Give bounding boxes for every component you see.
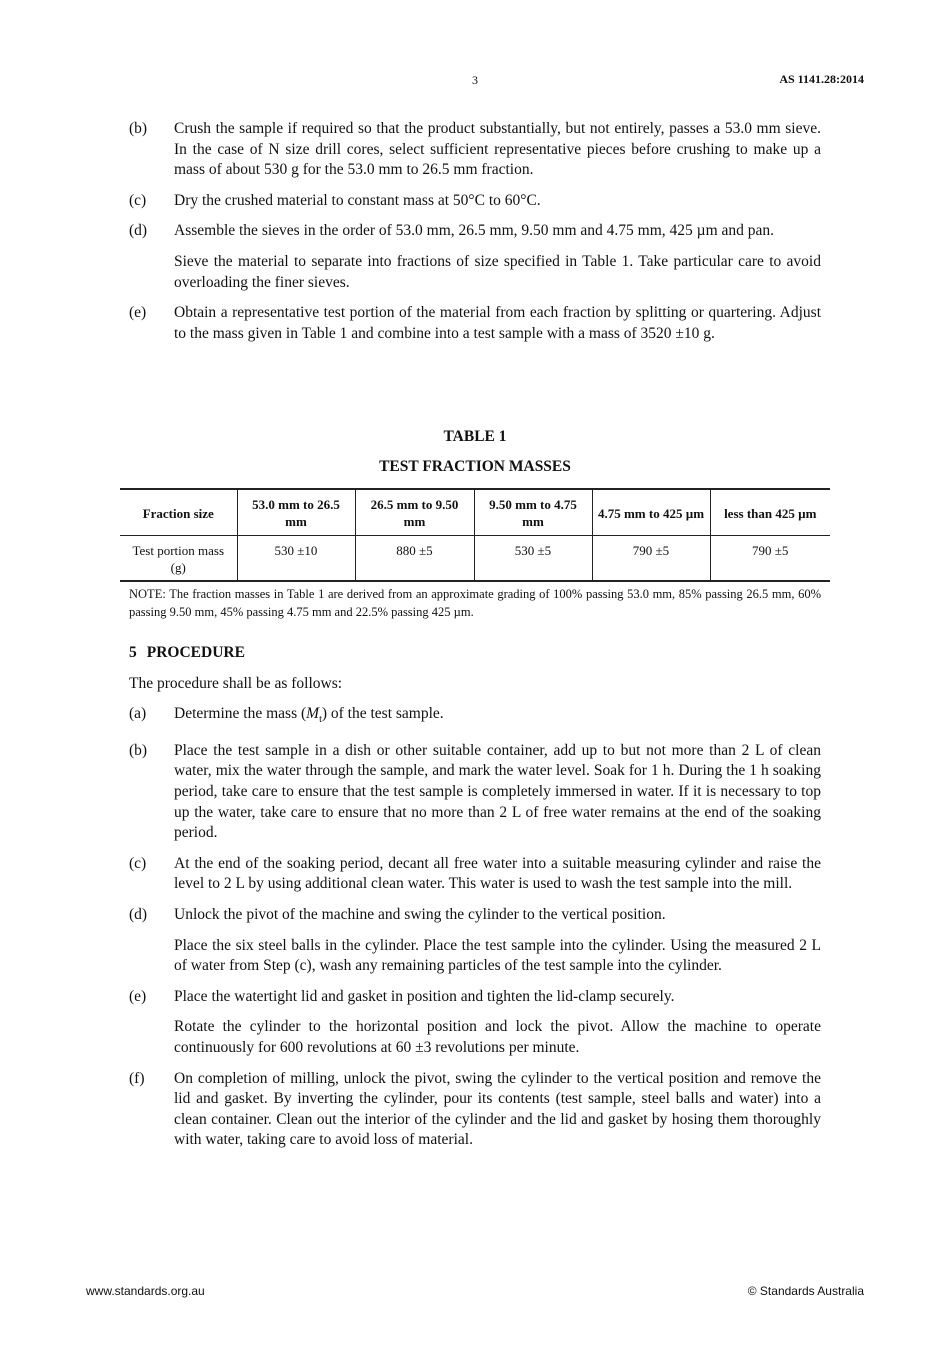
procedure-section [129, 643, 821, 1161]
table-cell: 530 ±5 [474, 536, 592, 582]
step-label: (e) [129, 304, 147, 322]
table-note: NOTE: The fraction masses in Table 1 are derived from an approximate grading of 100% passing 53.0 mm, 85% passing 26.5 mm, 60% passing 9.50 mm, 45% passing 4.75 mm and 22.5% passing 425 µm. [129, 587, 821, 619]
step-text: Unlock the pivot of the machine and swing the cylinder to the vertical position. [174, 906, 666, 924]
section-title: PROCEDURE [146, 644, 245, 661]
procedure-step-a [129, 704, 821, 731]
step-d [129, 221, 821, 242]
procedure-step-f [129, 1069, 821, 1151]
step-c [129, 191, 821, 212]
step-text: Assemble the sieves in the order of 53.0 mm, 26.5 mm, 9.50 mm and 4.75 mm, 425 µm and pan. [174, 222, 775, 240]
table-header-row [120, 489, 830, 536]
step-label: (c) [129, 191, 147, 209]
table-cell: 880 ±5 [355, 536, 474, 582]
section-heading [129, 643, 821, 664]
preparation-steps [129, 119, 821, 354]
table-header-cell: Fraction size [120, 489, 237, 536]
table-header-cell: 26.5 mm to 9.50 mm [355, 489, 474, 536]
table-header-cell: less than 425 µm [710, 489, 830, 536]
fraction-masses-table [120, 488, 830, 582]
step-text: Obtain a representative test portion of the material from each fraction by splitting or quartering. Adjust to the mass given in Table 1 and combine into a test sample with a mass of 3520 ±10 g. [174, 304, 821, 342]
step-label: (c) [129, 854, 147, 872]
table-header-cell: 4.75 mm to 425 µm [592, 489, 710, 536]
step-text: At the end of the soaking period, decant all free water into a suitable measuring cylinder and raise the level to 2 L by using additional clean water. This water is used to wash the test sample into the mill. [174, 854, 821, 893]
step-label: (e) [129, 987, 147, 1005]
mass-symbol: M [306, 705, 320, 723]
page-number: 3 [472, 73, 478, 87]
step-label: (d) [129, 906, 148, 924]
table-number: TABLE 1 [443, 428, 507, 445]
document-id: AS 1141.28:2014 [779, 72, 864, 86]
table-header-cell: 9.50 mm to 4.75 mm [474, 489, 592, 536]
step-text: On completion of milling, unlock the pivot, swing the cylinder to the vertical position and remove the lid and gasket. By inverting the cylinder, pour its contents (test sample, steel balls and water) into a clean container. Clean out the interior of the cylinder and the lid and gasket by hosing them thoroughly with water, taking care to avoid loss of material. [174, 1069, 821, 1149]
step-text: Determine the mass $(M_t)$ of the test sample. [174, 705, 444, 726]
table-row [120, 536, 830, 582]
table-cell: Test portion mass (g) [132, 543, 225, 575]
step-d-continuation: Sieve the material to separate into fractions of size specified in Table 1. Take particular care to avoid overloading the finer sieves. [174, 252, 821, 291]
step-label: (b) [129, 120, 148, 137]
procedure-step-b [129, 741, 821, 844]
step-e [129, 303, 821, 344]
footer-website: www.standards.org.au [86, 1284, 205, 1298]
step-label: (b) [129, 741, 148, 759]
procedure-step-d [129, 905, 821, 926]
table-cell: 790 ±5 [710, 536, 830, 582]
step-b [129, 119, 821, 181]
step-text: Place the test sample in a dish or other suitable container, add up to but not more than 2 L of clean water, mix the water through the sample, and mark the water level. Soak for 1 h. During the 1 h soaking period, take care to ensure that the test sample is completely immersed in water. If it is necessary to top up the water, take care to ensure that no more than 2 L of free water remains at the end of the soaking period. [174, 741, 821, 842]
mass-subscript: t [319, 714, 322, 726]
step-text: Dry the crushed material to constant mass at 50°C to 60°C. [174, 191, 541, 209]
step-text: Place the watertight lid and gasket in position and tighten the lid-clamp securely. [174, 987, 675, 1005]
table-header-cell: 53.0 mm to 26.5 mm [237, 489, 355, 536]
procedure-step-c [129, 854, 821, 895]
table-cell: 530 ±10 [237, 536, 355, 582]
footer-copyright: © Standards Australia [747, 1284, 864, 1298]
step-label: (f) [129, 1069, 145, 1087]
step-text: Crush the sample if required so that the product substantially, but not entirely, passes a 53.0 mm sieve. In the case of N size drill cores, select sufficient representative pieces before crushing to make up a mass of about 530 g for the 53.0 mm to 26.5 mm fraction. [174, 120, 821, 179]
step-label: (a) [129, 705, 147, 723]
procedure-step-d-continuation: Place the six steel balls in the cylinder. Place the test sample into the cylinder. Using the measured 2 L of water from Step (c), wash any remaining particles of the test sample into the cylinder. [174, 936, 821, 975]
procedure-step-e-continuation: Rotate the cylinder to the horizontal position and lock the pivot. Allow the machine to operate continuously for 600 revolutions at 60 ±3 revolutions per minute. [174, 1018, 821, 1056]
step-label: (d) [129, 222, 148, 240]
table-cell: 790 ±5 [592, 536, 710, 582]
table-caption: TEST FRACTION MASSES [379, 458, 571, 475]
procedure-intro: The procedure shall be as follows: [129, 674, 343, 692]
procedure-step-e [129, 987, 821, 1008]
section-number: 5 [129, 644, 137, 661]
